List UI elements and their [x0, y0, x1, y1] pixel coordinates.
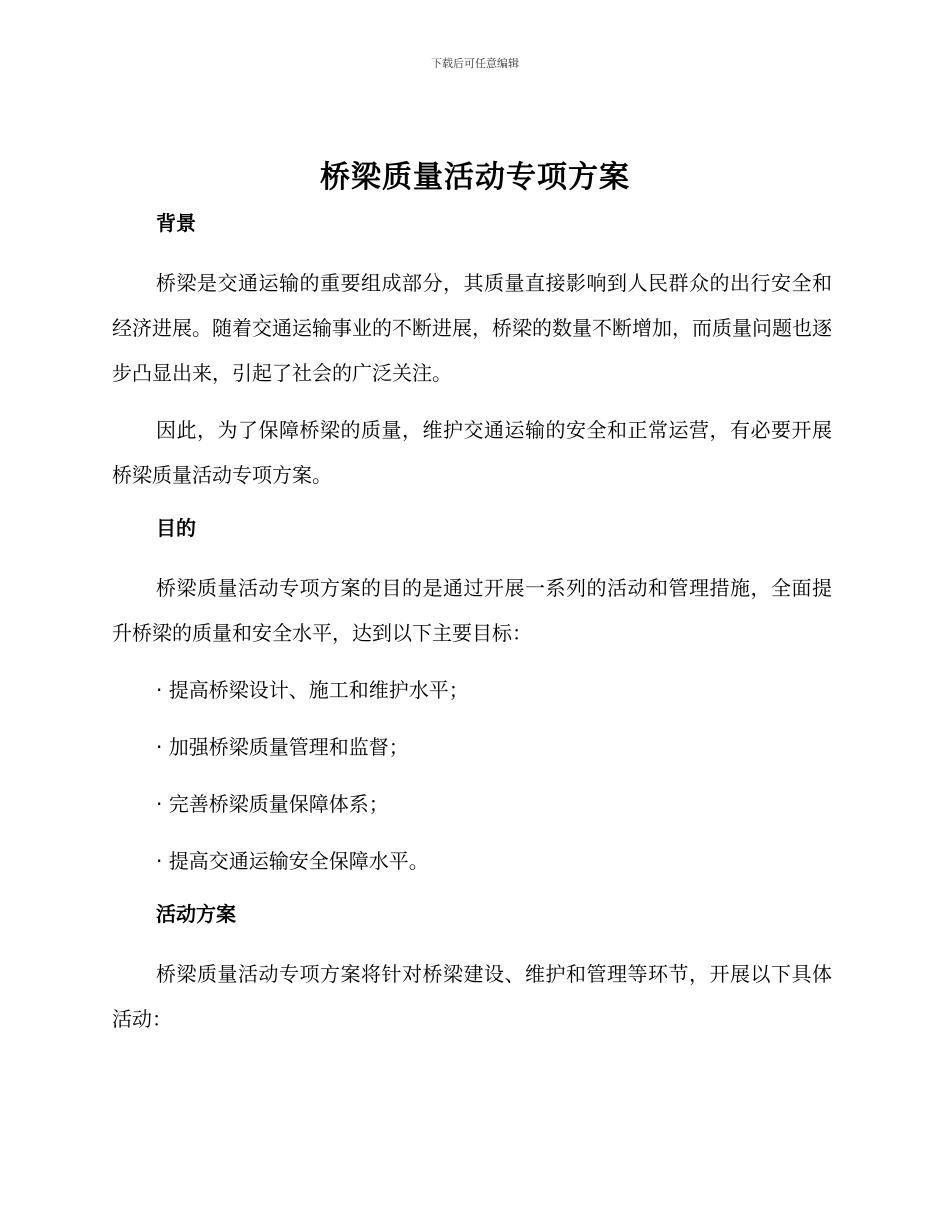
- section-heading-purpose: 目的: [156, 516, 196, 540]
- document-title: 桥梁质量活动专项方案: [320, 160, 630, 195]
- purpose-bullet-3: · 完善桥梁质量保障体系；: [156, 792, 389, 816]
- purpose-bullet-1: · 提高桥梁设计、施工和维护水平；: [156, 678, 469, 702]
- purpose-bullet-2: · 加强桥梁质量管理和监督；: [156, 735, 409, 759]
- background-paragraph-2: 因此，为了保障桥梁的质量，维护交通运输的安全和正常运营，有必要开展桥梁质量活动专项方案。: [112, 418, 832, 487]
- purpose-bullet-4: · 提高交通运输安全保障水平。: [156, 849, 429, 873]
- header-note: 下载后可任意编辑: [431, 57, 519, 70]
- section-heading-background: 背景: [156, 211, 196, 235]
- background-paragraph-1: 桥梁是交通运输的重要组成部分，其质量直接影响到人民群众的出行安全和经济进展。随着交通运输事业的不断进展，桥梁的数量不断增加，而质量问题也逐步凸显出来，引起了社会的广泛关注。: [112, 271, 832, 385]
- section-heading-plan: 活动方案: [156, 902, 236, 926]
- document-body: [112, 205, 832, 1042]
- plan-paragraph: 桥梁质量活动专项方案将针对桥梁建设、维护和管理等环节，开展以下具体活动：: [112, 962, 832, 1031]
- purpose-paragraph: 桥梁质量活动专项方案的目的是通过开展一系列的活动和管理措施，全面提升桥梁的质量和安全水平，达到以下主要目标：: [112, 576, 832, 645]
